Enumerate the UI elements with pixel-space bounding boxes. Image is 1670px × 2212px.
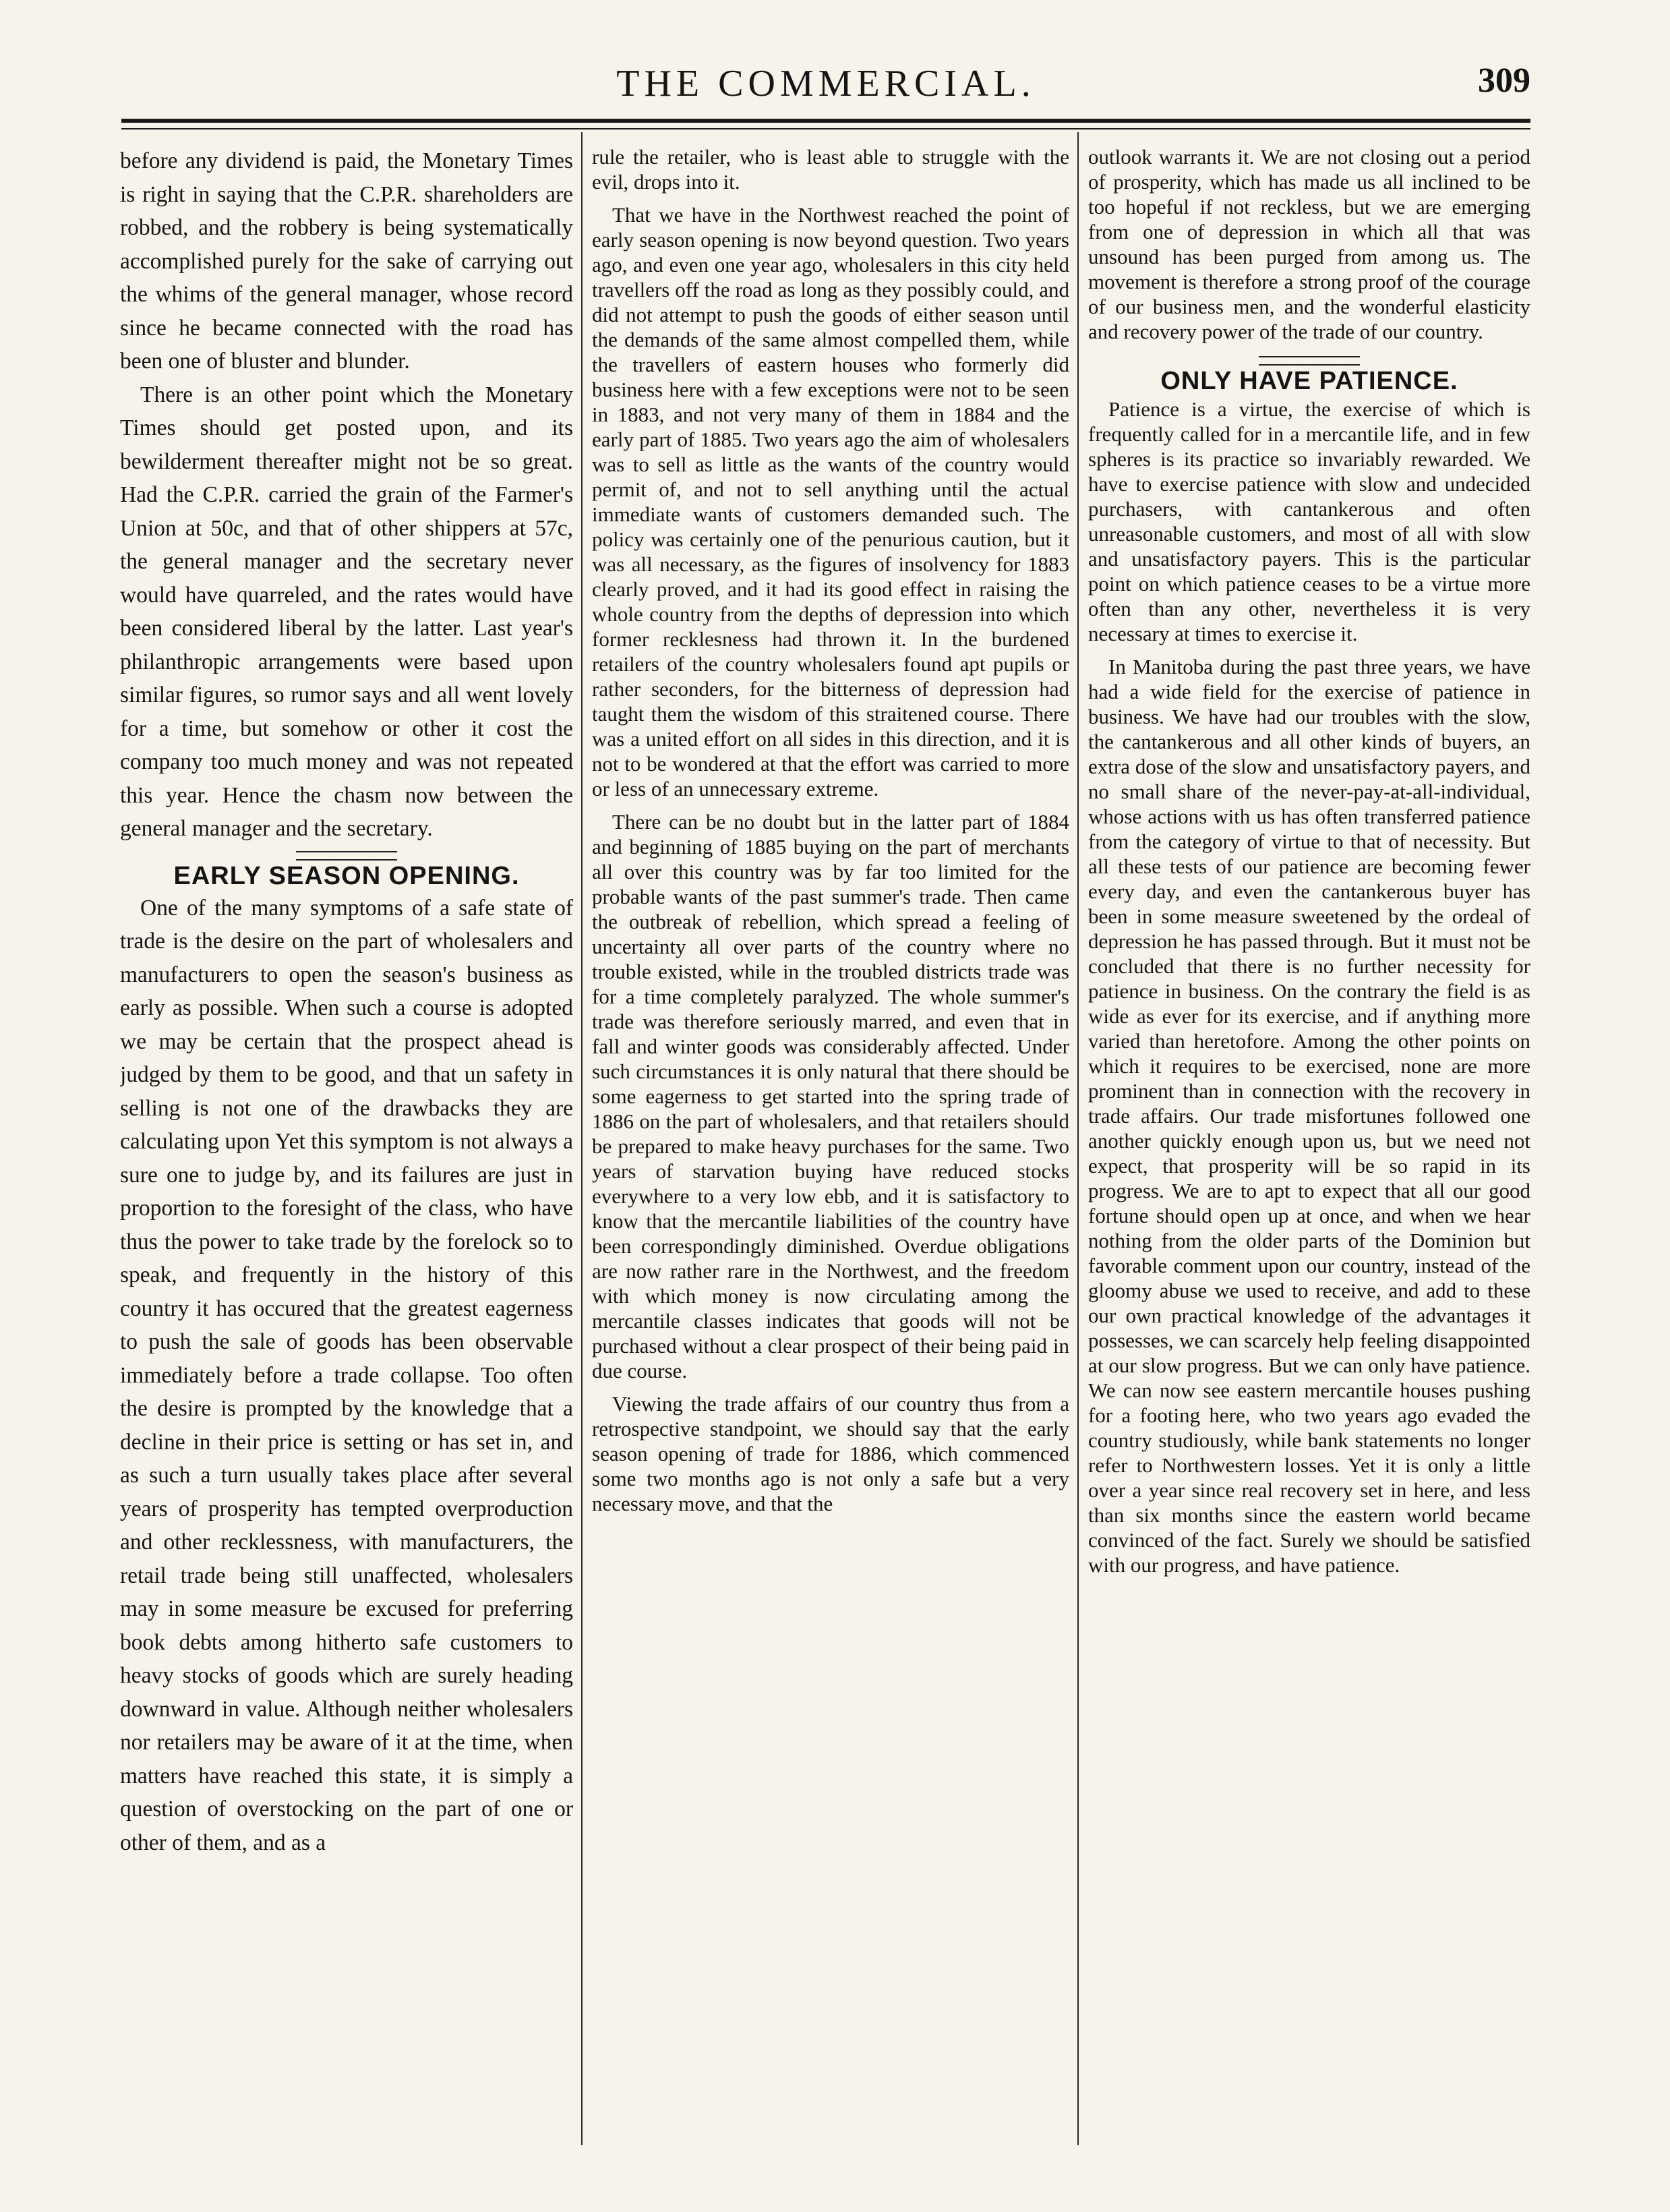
column-2-paragraph-3: There can be no doubt but in the latter part of 1884 and beginning of 1885 buying on the part of merchants all over this country was by far too limited for the probable wants of the past summer's trade. Then came the outbreak of rebellion, which spread a feeling of uncertainty all over parts of the country where no trouble existed, while in the troubled districts trade was for a time completely paralyzed. The whole summer's trade was therefore seriously marred, and even that in fall and winter goods was considerably affected. Under such circumstances it is only natural that there should be some eagerness to get started into the spring trade of 1886 on the part of wholesalers, and that retailers should be prepared to make heavy purchases for the same. Two years of starvation buying have reduced stocks everywhere to a very low ebb, and it is satisfactory to know that the mercantile liabilities of the country have been correspondingly diminished. Overdue obligations are now rather rare in the Northwest, and the freedom with which money is now circulating among the mercantile classes indicates that goods will not be purchased without a clear prospect of their being paid in due course.	[592, 810, 1069, 1382]
column-1-paragraph-2: There is an other point which the Monetary Times should get posted upon, and its bewilderment thereafter might not be so great. Had the C.P.R. carried the grain of the Farmer's Union at 50c, and that of other shippers at 57c, the general manager and the secretary never would have quarreled, and the rates would have been considered liberal by the latter. Last year's philanthropic arrangements were based upon similar figures, so rumor says and all went lovely for a time, but somehow or other it cost the company too much money and was not repeated this year. Hence the chasm now between the general manager and the secretary.	[120, 382, 573, 841]
column-divider-2	[1077, 132, 1079, 2145]
heading-early-season-opening: EARLY SEASON OPENING.	[173, 861, 520, 890]
column-divider-1	[581, 132, 583, 2145]
header-rule-thick	[121, 119, 1530, 123]
newspaper-title: THE COMMERCIAL.	[616, 63, 1036, 105]
page-number: 309	[1478, 61, 1530, 100]
section-separator	[1259, 356, 1360, 366]
section-separator	[296, 851, 397, 861]
column-2-paragraph-2: That we have in the Northwest reached the point of early season opening is now beyond question. Two years ago, and even one year ago, wholesalers in this city held travellers off the road as long as they possibly could, and did not attempt to push the goods of either season until the demands of the same almost compelled them, while the travellers of eastern houses who formerly did business here with a few exceptions were not to be seen in 1883, and not very many of them in 1884 and the early part of 1885. Two years ago the aim of wholesalers was to sell as little as the wants of the country would permit of, and not to sell anything until the actual immediate wants of customers demanded such. The policy was certainly one of the penurious caution, but it was all necessary, as the figures of insolvency for 1883 clearly proved, and it had its good effect in raising the whole country from the depths of depression into which former recklesness had thrown it. In the burdened retailers of the country wholesalers found apt pupils or rather seconders, for the bitterness of depression had taught them the wisdom of this straitened course. There was a united effort on all sides in this direction, and it is not to be wondered at that the effort was carried to more or less of an unnecessary extreme.	[592, 203, 1069, 801]
column-2-paragraph-4: Viewing the trade affairs of our country thus from a retrospective standpoint, we should say that the early season opening of trade for 1886, which commenced some two months ago is not only a safe but a very necessary move, and that the	[592, 1392, 1069, 1515]
heading-only-have-patience: ONLY HAVE PATIENCE.	[1160, 367, 1458, 395]
header-rule-thin	[121, 128, 1530, 129]
column-1-paragraph-1: before any dividend is paid, the Monetary Times is right in saying that the C.P.R. shareholders are robbed, and the robbery is being systematically accomplished purely for the sake of carrying out the whims of the general manager, whose record since he became connected with the road has been one of bluster and blunder.	[120, 148, 573, 374]
column-3-paragraph-1: outlook warrants it. We are not closing out a period of prosperity, which has made us all inclined to be too hopeful if not reckless, but we are emerging from one of depression in which all that was unsound has been purged from among us. The movement is therefore a strong proof of the courage of our business men, and the wonderful elasticity and recovery power of the trade of our country.	[1088, 145, 1530, 343]
column-2	[592, 144, 1069, 2157]
column-1-paragraph-3: One of the many symptoms of a safe state of trade is the desire on the part of wholesalers and manufacturers to open the season's business as early as possible. When such a course is adopted we may be certain that the prospect ahead is judged by them to be good, and that un safety in selling is not one of the drawbacks they are calculating upon Yet this symptom is not always a sure one to judge by, and its failures are just in proportion to the foresight of the class, who have thus the power to take trade by the forelock so to speak, and frequently in the history of this country it has occured that the greatest eagerness to push the sale of goods has been observable immediately before a trade collapse. Too often the desire is prompted by the knowledge that a decline in their price is setting or has set in, and as such a turn usually takes place after several years of prosperity has tempted overproduction and other recklessness, with manufacturers, the retail trade being still unaffected, wholesalers may in some measure be excused for preferring book debts among hitherto safe customers to heavy stocks of goods which are surely heading downward in value. Although neither wholesalers nor retailers may be aware of it at the time, when matters have reached this state, it is simply a question of overstocking on the part of one or other of them, and as a	[120, 895, 573, 1855]
masthead	[121, 62, 1530, 116]
column-3-paragraph-2: Patience is a virtue, the exercise of which is frequently called for in a mercantile life, and in few spheres is its practice so invariably rewarded. We have to exercise patience with slow and undecided purchasers, with cantankerous and often unreasonable customers, and most of all with slow and unsatisfactory payers. This is the particular point on which patience ceases to be a virtue more often than any other, nevertheless it is very necessary at times to exercise it.	[1088, 397, 1530, 645]
column-3-paragraph-3: In Manitoba during the past three years, we have had a wide field for the exercise of patience in business. We have had our troubles with the slow, the cantankerous and all other kinds of buyers, an extra dose of the slow and unsatisfactory payers, and no small share of the never-pay-at-all-individual, whose actions with us has often transferred patience from the category of virtue to that of necessity. But all these tests of our patience are becoming fewer every day, and even the cantankerous buyer has been in some measure sweetened by the ordeal of depression he has passed through. But it must not be concluded that there is no further necessity for patience in business. On the contrary the field is as wide as ever for its exercise, and if anything more varied than heretofore. Among the other points on which it requires to be exercised, none are more prominent than in connection with the recovery in trade affairs. Our trade misfortunes followed one another quickly enough upon us, but we need not expect, that prosperity will be so rapid in its progress. We are to apt to expect that all our good fortune should open up at once, and when we hear nothing from the older parts of the Dominion but favorable comment upon our country, instead of the gloomy abuse we used to receive, and add to these our own practical knowledge of the advantages it possesses, we can scarcely help feeling disappointed at our slow progress. But we can only have patience. We can now see eastern mercantile houses pushing for a footing here, who two years ago evaded the country studiously, while bank statements no longer refer to Northwestern losses. Yet it is only a little over a year since real recovery set in here, and less than six months since the eastern world became convinced of the fact. Surely we should be satisfied with our progress, and have patience.	[1088, 655, 1530, 1577]
column-2-paragraph-1: rule the retailer, who is least able to struggle with the evil, drops into it.	[592, 145, 1069, 194]
column-3	[1088, 144, 1530, 2157]
column-1	[120, 144, 573, 2157]
